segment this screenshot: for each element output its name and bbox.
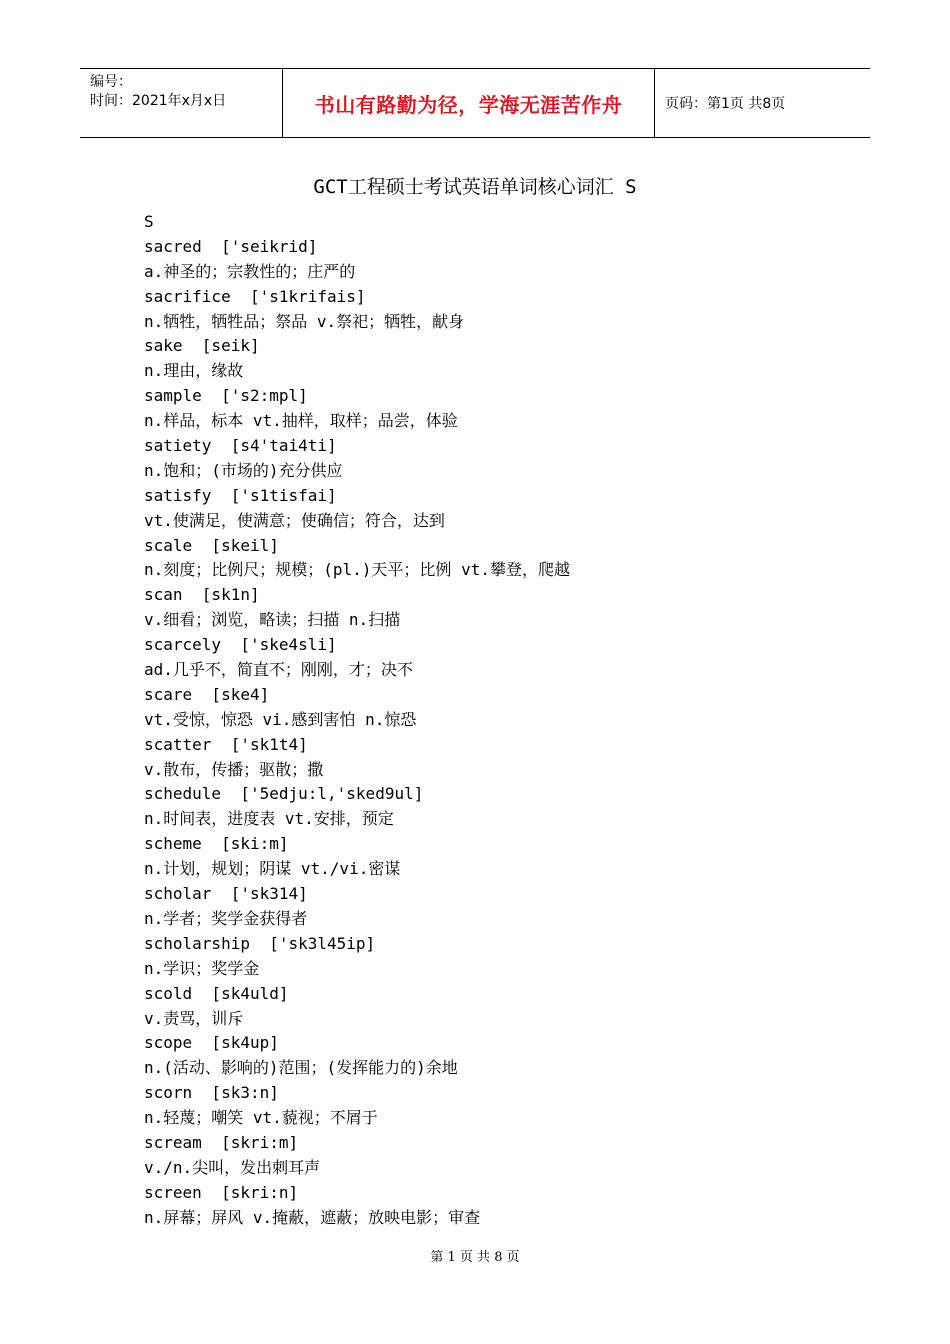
definition-line: n.样品，标本 vt.抽样，取样；品尝，体验 [144, 411, 458, 431]
time-label: 时间：2021年x月x日 [90, 93, 227, 109]
definition-line: n.饱和；(市场的)充分供应 [144, 460, 343, 480]
word-entry: scheme [ski:m] [144, 834, 289, 854]
number-label: 编号： [90, 74, 132, 90]
word-entry: schedule ['5edju:l,'sked9ul] [144, 784, 424, 804]
page-footer: 第 1 页 共 8 页 [430, 1250, 520, 1265]
header-page-info: 页码：第1页 共8页 [665, 96, 786, 112]
word-entry: satiety [s4'tai4ti] [144, 436, 337, 456]
word-entry: scholarship ['sk3l45ip] [144, 933, 376, 953]
word-entry: scope [sk4up] [144, 1033, 279, 1053]
definition-line: ad.几乎不，简直不；刚刚，才；决不 [144, 660, 413, 680]
word-entry: screen [skri:n] [144, 1182, 299, 1202]
definition-line: n.(活动、影响的)范围；(发挥能力的)余地 [144, 1058, 458, 1078]
word-entry: sake [seik] [144, 336, 260, 356]
definition-line: vt.受惊，惊恐 vi.感到害怕 n.惊恐 [144, 709, 417, 729]
definition-line: v./n.尖叫，发出刺耳声 [144, 1157, 321, 1177]
definition-line: v.细看；浏览，略读；扫描 n.扫描 [144, 610, 401, 630]
definition-line: n.刻度；比例尺；规模；(pl.)天平；比例 vt.攀登，爬越 [144, 560, 570, 580]
word-entry: scan [sk1n] [144, 585, 260, 605]
word-entry: satisfy ['s1tisfai] [144, 485, 337, 505]
definition-line: n.屏幕；屏风 v.掩蔽，遮蔽；放映电影；审查 [144, 1207, 481, 1227]
definition-line: n.计划，规划；阴谋 vt./vi.密谋 [144, 859, 401, 879]
word-entry: scatter ['sk1t4] [144, 734, 308, 754]
word-entry: scholar ['sk314] [144, 884, 308, 904]
definition-line: n.牺牲，牺牲品；祭品 v.祭祀；牺牲，献身 [144, 311, 465, 331]
word-entry: scorn [sk3:n] [144, 1083, 279, 1103]
word-entry: sample ['s2:mpl] [144, 386, 308, 406]
word-entry: scare [ske4] [144, 684, 270, 704]
word-entry: scream [skri:m] [144, 1132, 299, 1152]
document-title: GCT工程硕士考试英语单词核心词汇 S [313, 176, 637, 198]
definition-line: n.轻蔑；嘲笑 vt.藐视；不屑于 [144, 1108, 378, 1128]
definition-line: v.散布，传播；驱散；撒 [144, 759, 324, 779]
definition-line: vt.使满足，使满意；使确信；符合，达到 [144, 510, 445, 530]
definition-line: n.理由，缘故 [144, 361, 244, 381]
word-entry: sacrifice ['s1krifais] [144, 286, 366, 306]
document-header [80, 68, 870, 138]
header-meta [80, 69, 282, 137]
definition-line: a.神圣的；宗教性的；庄严的 [144, 261, 356, 281]
word-entry: scale [skeil] [144, 535, 279, 555]
definition-line: n.学者；奖学金获得者 [144, 908, 308, 928]
word-entry: scarcely ['ske4sli] [144, 635, 337, 655]
word-entry: scold [sk4uld] [144, 983, 289, 1003]
definition-line: n.时间表，进度表 vt.安排，预定 [144, 809, 394, 829]
word-entry: sacred ['seikrid] [144, 236, 318, 256]
header-motto: 书山有路勤为径，学海无涯苦作舟 [282, 69, 655, 137]
section-letter: S [144, 212, 154, 231]
definition-line: n.学识；奖学金 [144, 958, 260, 978]
vocabulary-list [144, 210, 864, 1231]
definition-line: v.责骂，训斥 [144, 1008, 244, 1028]
